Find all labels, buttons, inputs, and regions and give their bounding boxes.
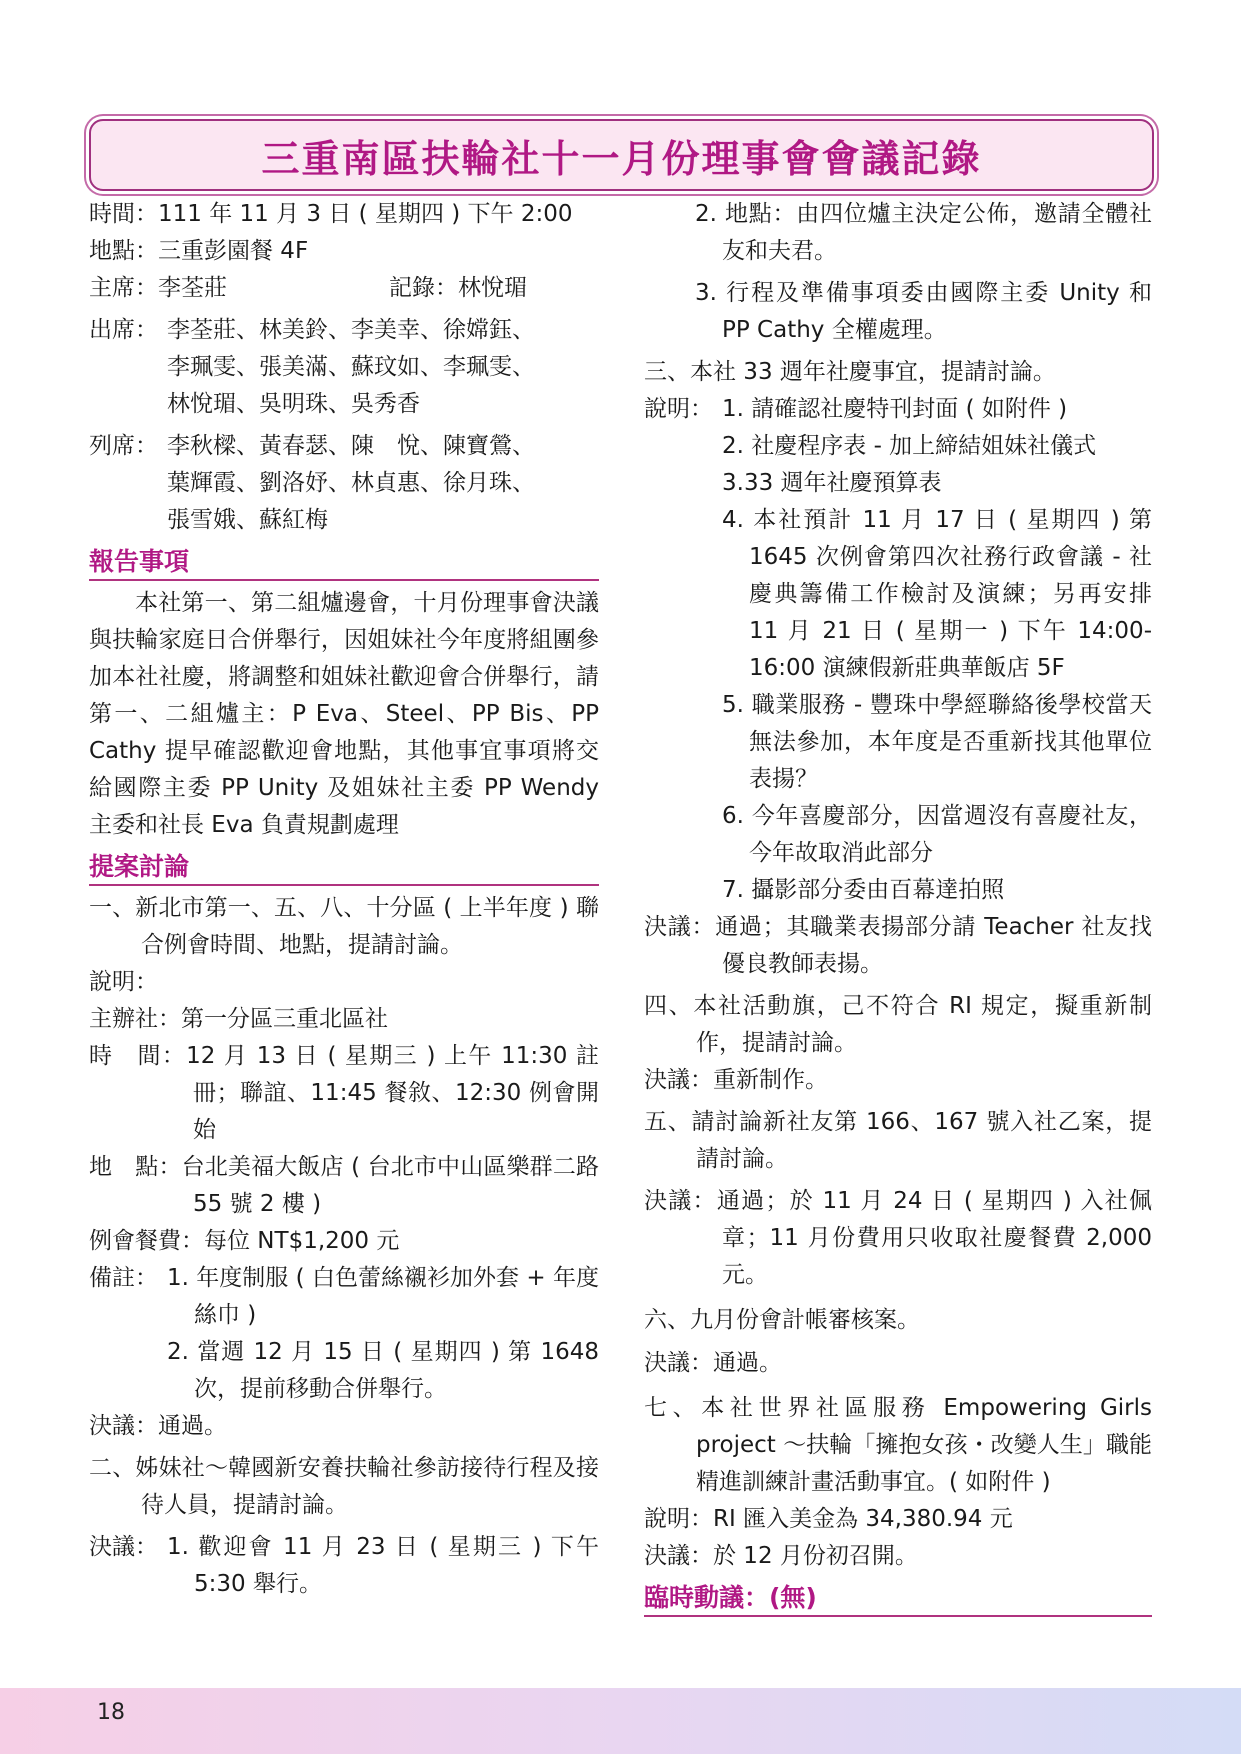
meeting-place: 地點：三重彭園餐 4F: [89, 238, 309, 264]
host-club: 主辦社：第一分區三重北區社: [89, 1006, 388, 1032]
proposal-item-5: 五、請討論新社友第 166、167 號入社乙案，提請討論。: [644, 1109, 1152, 1172]
guests-line: 張雪娥、蘇紅梅: [167, 507, 328, 533]
resolution-7: 決議：於 12 月份初召開。: [644, 1543, 918, 1569]
attendees-line: 林悅瑂、吳明珠、吳秀香: [167, 391, 420, 417]
chair-recorder-line: [89, 270, 599, 307]
footer-band: [0, 1688, 1241, 1754]
explain-label: 說明：: [89, 969, 158, 995]
guests-label: 列席：: [89, 433, 158, 459]
explain-3-item: 7. 攝影部分委由百幕達拍照: [722, 877, 1005, 903]
explain-3-item: 2. 社慶程序表 - 加上締結姐妹社儀式: [722, 433, 1097, 459]
attendees-block: [89, 312, 599, 423]
explain-7: 說明：RI 匯入美金為 34,380.94 元: [644, 1506, 1013, 1532]
event-place: 地 點：台北美福大飯店 ( 台北市中山區樂群二路 55 號 2 樓 ): [89, 1154, 599, 1217]
proposal-heading: 提案討論: [89, 850, 599, 886]
event-fee: 例會餐費：每位 NT$1,200 元: [89, 1228, 400, 1254]
note-item-1: 1. 年度制服 ( 白色蕾絲襯衫加外套 + 年度絲巾 ): [167, 1265, 599, 1328]
proposal-item-3: 三、本社 33 週年社慶事宜，提請討論。: [644, 359, 1056, 385]
explain-3-item: 1. 請確認社慶特刊封面 ( 如附件 ): [722, 396, 1068, 422]
meeting-time: 時間：111 年 11 月 3 日 ( 星期四 ) 下午 2:00: [89, 201, 573, 227]
note-label: 備註：: [89, 1265, 158, 1291]
resolution-2-item-1: 1. 歡迎會 11 月 23 日 ( 星期三 ) 下午 5:30 舉行。: [167, 1534, 599, 1597]
proposal-item-4: 四、本社活動旗，己不符合 RI 規定，擬重新制作，提請討論。: [644, 993, 1152, 1056]
attendees-line: 李珮雯、張美滿、蘇玟如、李珮雯、: [167, 354, 535, 380]
proposal-item-7: 七、本社世界社區服務 Empowering Girls project ～扶輪「擁抱女孩・改變人生」職能精進訓練計畫活動事宜。( 如附件 ): [644, 1395, 1152, 1495]
meeting-chair: 主席：李荃莊: [89, 275, 227, 301]
resolution-5: 決議：通過；於 11 月 24 日 ( 星期四 ) 入社佩章；11 月份費用只收取社慶餐費 2,000 元。: [644, 1188, 1152, 1288]
explain-3-item: 5. 職業服務 - 豐珠中學經聯絡後學校當天無法參加，本年度是否重新找其他單位表揚？: [722, 692, 1152, 792]
attendees-label: 出席：: [89, 317, 158, 343]
left-column: [89, 196, 599, 1603]
explain-3-block: [644, 391, 1152, 909]
report-heading: 報告事項: [89, 545, 599, 581]
resolution-2-item-3: 3. 行程及準備事項委由國際主委 Unity 和 PP Cathy 全權處理。: [695, 280, 1152, 343]
explain-3-item: 6. 今年喜慶部分，因當週沒有喜慶社友，今年故取消此部分: [722, 803, 1152, 866]
resolution-3: 決議：通過；其職業表揚部分請 Teacher 社友找優良教師表揚。: [644, 914, 1152, 977]
guests-line: 李秋樑、黃春瑟、陳 悅、陳寶鶯、: [167, 433, 535, 459]
note-item-2: 2. 當週 12 月 15 日 ( 星期四 ) 第 1648 次，提前移動合併舉行。: [167, 1339, 599, 1402]
explain-3-item: 4. 本社預計 11 月 17 日 ( 星期四 ) 第 1645 次例會第四次社務行政會議 - 社慶典籌備工作檢討及演練；另再安排 11 月 21 日 ( 星期一 ) 下午 14:00-16:00 演練假新莊典華飯店 5F: [722, 507, 1152, 681]
right-column: [644, 196, 1152, 1621]
note-block: [89, 1260, 599, 1408]
resolution-1: 決議：通過。: [89, 1413, 227, 1439]
report-paragraph: 本社第一、第二組爐邊會，十月份理事會決議與扶輪家庭日合併舉行，因姐妹社今年度將組團參加本社社慶，將調整和姐妹社歡迎會合併舉行，請第一、二組爐主：P Eva、Steel、PP Bis、PP Cathy 提早確認歡迎會地點，其他事宜事項將交給國際主委 PP Unity 及姐妹社主委 PP Wendy 主委和社長 Eva 負責規劃處理: [89, 590, 599, 838]
page-title: 三重南區扶輪社十一月份理事會會議記錄: [261, 136, 982, 181]
extempore-heading: 臨時動議：(無): [644, 1581, 1152, 1617]
page-number: 18: [97, 1700, 125, 1725]
resolution-6: 決議：通過。: [644, 1350, 782, 1376]
meeting-recorder: 記錄：林悅瑂: [389, 275, 527, 301]
resolution-2-block: [89, 1529, 599, 1603]
attendees-line: 李荃莊、林美鈴、李美幸、徐嫦鈺、: [167, 317, 535, 343]
proposal-item-6: 六、九月份會計帳審核案。: [644, 1307, 920, 1333]
resolution-2-item-2: 2. 地點：由四位爐主決定公佈，邀請全體社友和夫君。: [695, 201, 1152, 264]
explain-3-item: 3.33 週年社慶預算表: [722, 470, 942, 496]
resolution-2-label: 決議：: [89, 1534, 158, 1560]
guests-line: 葉輝霞、劉洛妤、林貞惠、徐月珠、: [167, 470, 535, 496]
proposal-item-1: 一、新北市第一、五、八、十分區 ( 上半年度 ) 聯合例會時間、地點，提請討論。: [89, 895, 599, 958]
resolution-4: 決議：重新制作。: [644, 1067, 828, 1093]
proposal-item-2: 二、姊妹社～韓國新安養扶輪社參訪接待行程及接待人員，提請討論。: [89, 1455, 599, 1518]
event-time: 時 間：12 月 13 日 ( 星期三 ) 上午 11:30 註冊；聯誼、11:45 餐敘、12:30 例會開始: [89, 1043, 599, 1143]
title-banner: [89, 119, 1154, 191]
explain-3-label: 說明：: [644, 396, 713, 422]
guests-block: [89, 428, 599, 539]
